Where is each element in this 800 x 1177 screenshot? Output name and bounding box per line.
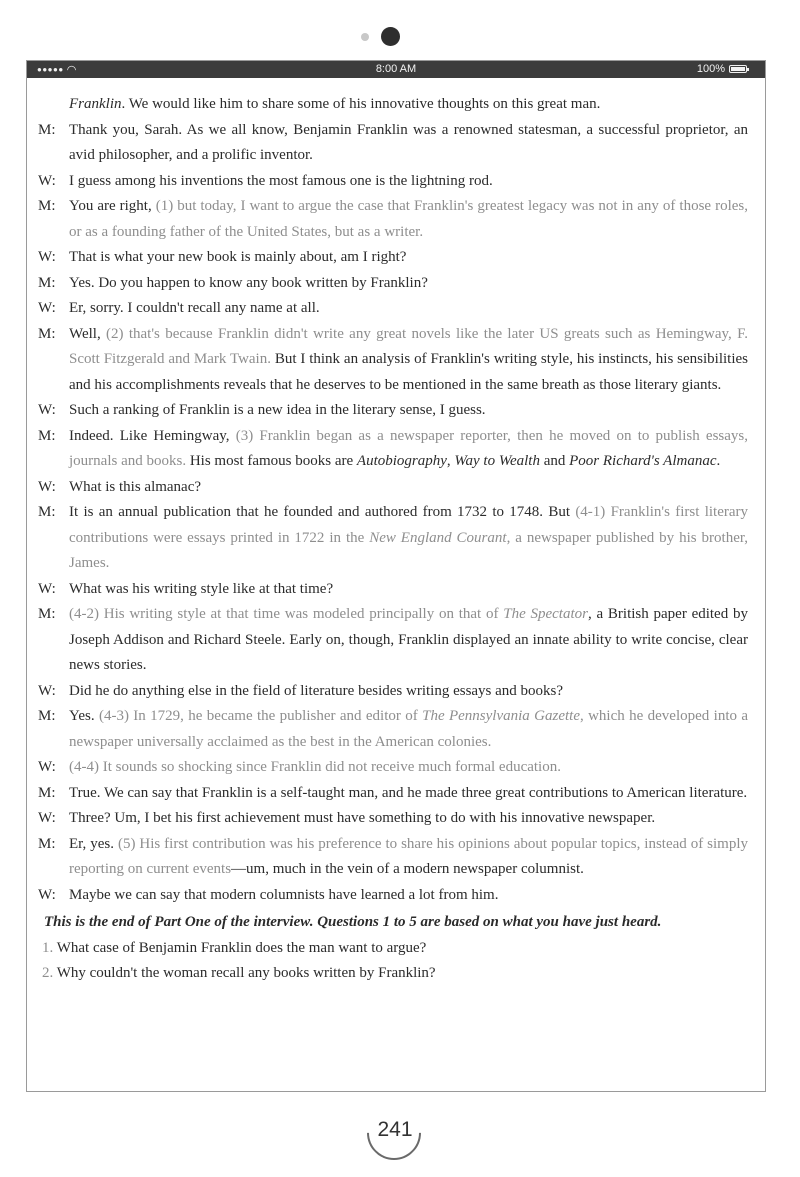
speaker-label: M: [38, 784, 56, 801]
speaker-label: M: [38, 835, 56, 852]
camera-lens-dot [381, 27, 400, 46]
turn-text: Did he do anything else in the field of literature besides writing essays and books? [69, 682, 564, 699]
speaker-label: M: [38, 325, 56, 342]
speaker-label: W: [38, 580, 56, 597]
turn-text: Maybe we can say that modern columnists have learned a lot from him. [69, 886, 499, 903]
speaker-label: W: [38, 810, 56, 826]
transcript-turn [38, 475, 748, 501]
transcript-turn [38, 755, 748, 781]
transcript-turn [38, 118, 748, 169]
turn-text: Yes. Do you happen to know any book written by Franklin? [69, 274, 428, 291]
turn-text: Er, yes. [69, 835, 118, 852]
answer-text: (4-2) His writing style at that time was modeled principally on that of [69, 606, 504, 622]
speaker-label: M: [38, 274, 56, 291]
transcript-turn [38, 398, 748, 424]
signal-icon: ●●●●● [37, 65, 64, 74]
turn-text: True. We can say that Franklin is a self-taught man, and he made three great contributions to American literature. [69, 784, 748, 801]
question-number: 2. [42, 965, 54, 981]
section-end-note: This is the end of Part One of the interview. Questions 1 to 5 are based on what you have just heard. [44, 914, 662, 930]
turn-text: It is an annual publication that he founded and authored from 1732 to 1748. But [69, 504, 576, 520]
turn-text: , a British paper edited by Joseph Addison and Richard Steele. Early on, though, Franklin displayed an innate ability to write concise, clear news stories. [69, 606, 748, 673]
transcript-turn [38, 169, 748, 195]
answer-text: , which he developed into a newspaper universally acclaimed as the best in the American colonies. [69, 708, 749, 750]
continuation-text: . We would like him to share some of his innovative thoughts on this great man. [121, 96, 601, 112]
answer-text: (4-3) In 1729, he became the publisher and editor of [98, 708, 423, 724]
turn-text: Well, [69, 325, 107, 342]
turn-text: Indeed. Like Hemingway, [69, 427, 236, 444]
speaker-label: M: [38, 198, 56, 214]
turn-text: Yes. [69, 708, 99, 724]
transcript-turn [38, 883, 748, 909]
status-time: 8:00 AM [375, 63, 417, 75]
transcript-turn [38, 424, 748, 475]
speaker-label: W: [38, 478, 56, 495]
battery-icon [729, 65, 747, 73]
speaker-label: W: [38, 172, 56, 189]
speaker-label: W: [38, 402, 56, 418]
continuation-name: Franklin [69, 96, 122, 112]
answer-text: (1) but today, I want to argue the case that Franklin's greatest legacy was not in any of those roles, or as a founding father of the United States, but as a writer. [69, 198, 748, 240]
transcript-turn [38, 194, 748, 245]
turn-text: Three? Um, I bet his first achievement must have something to do with his innovative newspaper. [69, 810, 656, 826]
transcript-turn [38, 500, 748, 577]
device-camera [0, 27, 800, 47]
transcript-content [38, 92, 748, 987]
book-title: Autobiography [356, 453, 447, 469]
speaker-label: M: [38, 606, 56, 622]
answer-title: The Pennsylvania Gazette [422, 708, 580, 724]
turn-text: I guess among his inventions the most famous one is the lightning rod. [69, 172, 493, 189]
transcript-turn [38, 832, 748, 883]
page-number: 241 [377, 1118, 413, 1141]
separator: and [539, 453, 570, 469]
question-text: Why couldn't the woman recall any books written by Franklin? [56, 965, 436, 981]
answer-text: (2) that's because Franklin didn't write any great novels like the later US greats such as Hemingway, F. Scott Fitzgerald and Mark Twain. [69, 325, 748, 367]
speaker-label: M: [38, 504, 56, 520]
question-number: 1. [42, 939, 54, 956]
transcript-turn [38, 271, 748, 297]
turn-text: But I think an analysis of Franklin's writing style, his instincts, his sensibilities and his accomplishments reveals that he deserves to be mentioned in the same breath as those literary giants. [69, 351, 748, 393]
battery-percent: 100% [696, 63, 725, 75]
question-text: What case of Benjamin Franklin does the man want to argue? [56, 939, 427, 956]
speaker-label: M: [38, 708, 56, 724]
transcript-turn [38, 704, 748, 755]
page-number-badge [367, 1106, 425, 1158]
status-bar [27, 61, 765, 78]
separator: . [716, 453, 721, 469]
battery-status [697, 63, 747, 75]
answer-title: New England Courant [369, 529, 507, 546]
turn-text: —um, much in the vein of a modern newspaper columnist. [231, 861, 584, 877]
speaker-label: M: [38, 121, 56, 138]
transcript-continuation [38, 92, 748, 118]
separator: , [446, 453, 455, 469]
answer-title: The Spectator [503, 606, 588, 622]
speaker-label: W: [38, 682, 56, 699]
speaker-label: W: [38, 759, 56, 775]
transcript-turn [38, 679, 748, 705]
turn-text: His most famous books are [186, 453, 357, 469]
transcript-turn [38, 577, 748, 603]
transcript-turn [38, 296, 748, 322]
answer-text: (4-1) Franklin's first literary contributions were essays printed in 1722 in the [69, 504, 749, 546]
speaker-label: M: [38, 427, 56, 444]
transcript-turn [38, 806, 748, 832]
book-title: Poor Richard's Almanac [569, 453, 717, 469]
speaker-label: W: [38, 249, 56, 265]
answer-text: (3) Franklin began as a newspaper reporter, then he moved on to publish essays, journals and books. [69, 427, 748, 469]
speaker-label: W: [38, 886, 56, 903]
camera-sensor-dot [361, 33, 369, 41]
answer-text: (5) His first contribution was his preference to share his opinions about popular topics, instead of simply reporting on current events [69, 835, 748, 877]
speaker-label: W: [38, 300, 56, 316]
question-item [38, 936, 748, 962]
turn-text: That is what your new book is mainly about, am I right? [69, 249, 407, 265]
transcript-turn [38, 781, 748, 807]
turn-text: What is this almanac? [69, 478, 202, 495]
question-item [38, 961, 748, 987]
transcript-turn [38, 245, 748, 271]
answer-text: (4-4) It sounds so shocking since Franklin did not receive much formal education. [69, 759, 561, 775]
wifi-icon: ◠ [66, 64, 77, 76]
turn-text: Er, sorry. I couldn't recall any name at all. [69, 300, 320, 316]
turn-text: What was his writing style like at that time? [69, 580, 334, 597]
turn-text: You are right, [69, 198, 156, 214]
transcript-turn [38, 322, 748, 399]
answer-text: , a newspaper published by his brother, James. [69, 529, 748, 571]
turn-text: Such a ranking of Franklin is a new idea in the literary sense, I guess. [69, 402, 486, 418]
turn-text: Thank you, Sarah. As we all know, Benjamin Franklin was a renowned statesman, a successful proprietor, an avid philosopher, and a prolific inventor. [69, 121, 748, 163]
book-title: Way to Wealth [454, 453, 540, 469]
transcript-turn [38, 602, 748, 679]
